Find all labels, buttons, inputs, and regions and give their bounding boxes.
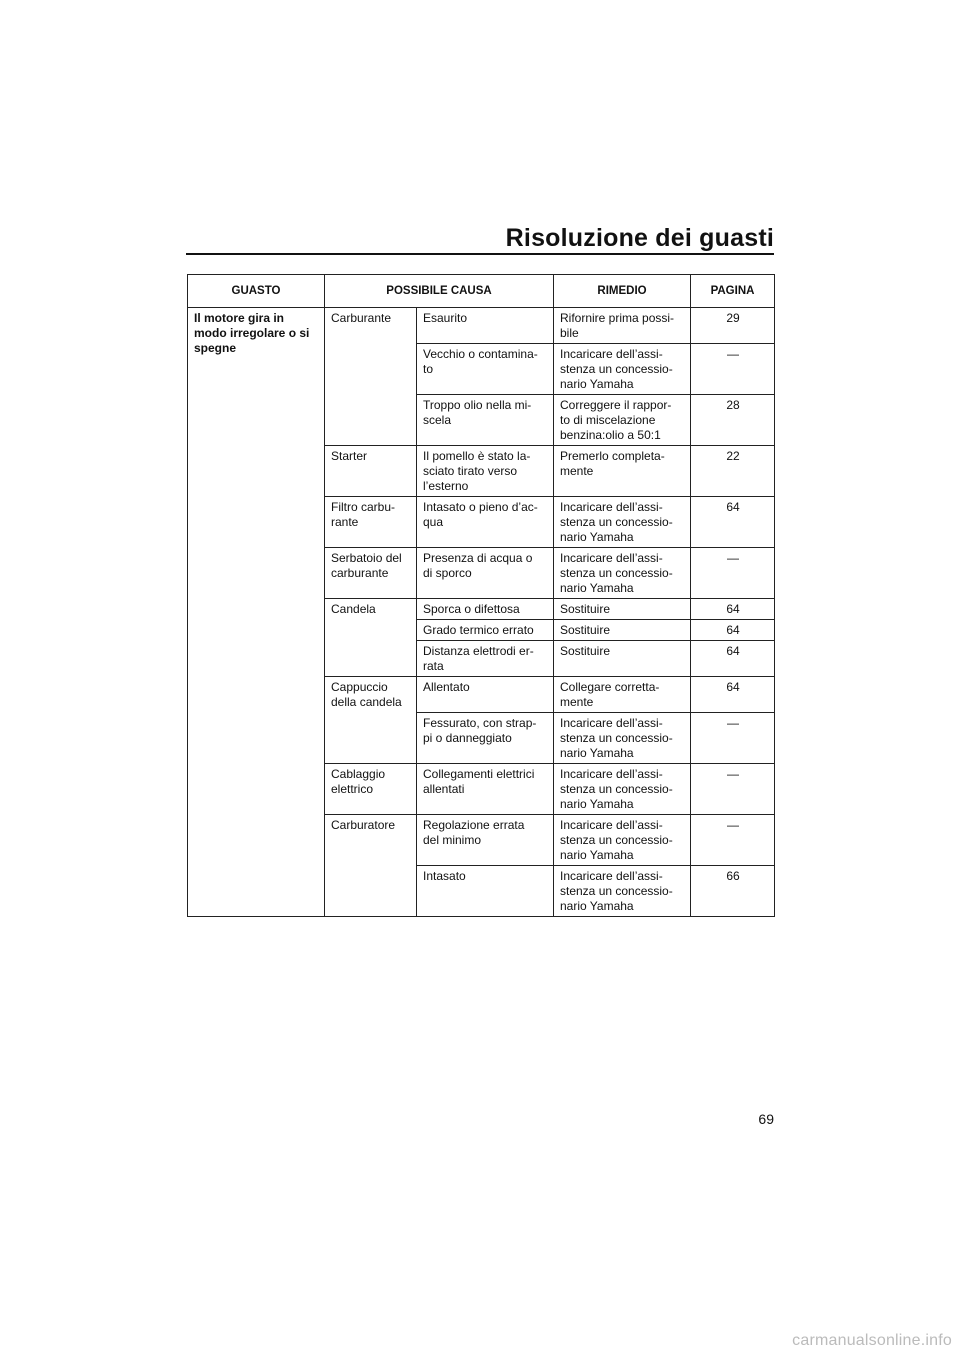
part-cell: Filtro carbu- rante bbox=[325, 497, 417, 548]
part-cell: Serbatoio del carburante bbox=[325, 548, 417, 599]
watermark-text: carmanualsonline.info bbox=[792, 1332, 952, 1349]
page-cell: 22 bbox=[691, 446, 775, 497]
cause-cell: Troppo olio nella mi- scela bbox=[417, 395, 554, 446]
cause-cell: Sporca o difettosa bbox=[417, 599, 554, 620]
page-cell: 28 bbox=[691, 395, 775, 446]
part-cell: Cablaggio elettrico bbox=[325, 764, 417, 815]
column-header-guasto: GUASTO bbox=[188, 275, 325, 308]
remedy-cell: Incaricare dell’assi- stenza un concessio- nario Yamaha bbox=[554, 548, 691, 599]
remedy-cell: Incaricare dell’assi- stenza un concessio- nario Yamaha bbox=[554, 866, 691, 917]
cause-cell: Grado termico errato bbox=[417, 620, 554, 641]
page-cell: 64 bbox=[691, 641, 775, 677]
remedy-cell: Sostituire bbox=[554, 620, 691, 641]
fault-cell: Il motore gira in modo irregolare o si spegne bbox=[188, 308, 325, 917]
page-title: Risoluzione dei guasti bbox=[505, 224, 774, 252]
cause-cell: Collegamenti elettrici allentati bbox=[417, 764, 554, 815]
column-header-pagina: PAGINA bbox=[691, 275, 775, 308]
cause-cell: Regolazione errata del minimo bbox=[417, 815, 554, 866]
cause-cell: Distanza elettrodi er- rata bbox=[417, 641, 554, 677]
remedy-cell: Sostituire bbox=[554, 641, 691, 677]
remedy-cell: Incaricare dell’assi- stenza un concessio- nario Yamaha bbox=[554, 497, 691, 548]
cause-cell: Intasato bbox=[417, 866, 554, 917]
remedy-cell: Rifornire prima possi- bile bbox=[554, 308, 691, 344]
cause-cell: Esaurito bbox=[417, 308, 554, 344]
cause-cell: Il pomello è stato la- sciato tirato verso l’esterno bbox=[417, 446, 554, 497]
cause-cell: Vecchio o contamina- to bbox=[417, 344, 554, 395]
remedy-cell: Sostituire bbox=[554, 599, 691, 620]
page-cell: — bbox=[691, 548, 775, 599]
remedy-cell: Incaricare dell’assi- stenza un concessio- nario Yamaha bbox=[554, 815, 691, 866]
cause-cell: Allentato bbox=[417, 677, 554, 713]
troubleshooting-table bbox=[187, 274, 775, 917]
part-cell: Cappuccio della candela bbox=[325, 677, 417, 764]
remedy-cell: Incaricare dell’assi- stenza un concessio- nario Yamaha bbox=[554, 713, 691, 764]
page-number: 69 bbox=[758, 1111, 774, 1127]
page-cell: 29 bbox=[691, 308, 775, 344]
page-cell: 66 bbox=[691, 866, 775, 917]
part-cell: Carburante bbox=[325, 308, 417, 446]
table-header-row bbox=[188, 275, 775, 308]
cause-cell: Fessurato, con strap- pi o danneggiato bbox=[417, 713, 554, 764]
page-cell: 64 bbox=[691, 599, 775, 620]
page-cell: 64 bbox=[691, 497, 775, 548]
page-cell: — bbox=[691, 815, 775, 866]
part-cell: Candela bbox=[325, 599, 417, 677]
page-cell: 64 bbox=[691, 620, 775, 641]
page-cell: — bbox=[691, 713, 775, 764]
cause-cell: Presenza di acqua o di sporco bbox=[417, 548, 554, 599]
page-cell: — bbox=[691, 344, 775, 395]
cause-cell: Intasato o pieno d’ac- qua bbox=[417, 497, 554, 548]
title-rule bbox=[186, 253, 774, 255]
column-header-rimedio: RIMEDIO bbox=[554, 275, 691, 308]
part-cell: Starter bbox=[325, 446, 417, 497]
remedy-cell: Correggere il rappor- to di miscelazione benzina:olio a 50:1 bbox=[554, 395, 691, 446]
table-body bbox=[188, 308, 775, 917]
column-header-possibile-causa: POSSIBILE CAUSA bbox=[325, 275, 554, 308]
remedy-cell: Collegare corretta- mente bbox=[554, 677, 691, 713]
table-row bbox=[188, 308, 775, 344]
remedy-cell: Premerlo completa- mente bbox=[554, 446, 691, 497]
remedy-cell: Incaricare dell’assi- stenza un concessio- nario Yamaha bbox=[554, 344, 691, 395]
part-cell: Carburatore bbox=[325, 815, 417, 917]
page-cell: 64 bbox=[691, 677, 775, 713]
remedy-cell: Incaricare dell’assi- stenza un concessio- nario Yamaha bbox=[554, 764, 691, 815]
page-cell: — bbox=[691, 764, 775, 815]
